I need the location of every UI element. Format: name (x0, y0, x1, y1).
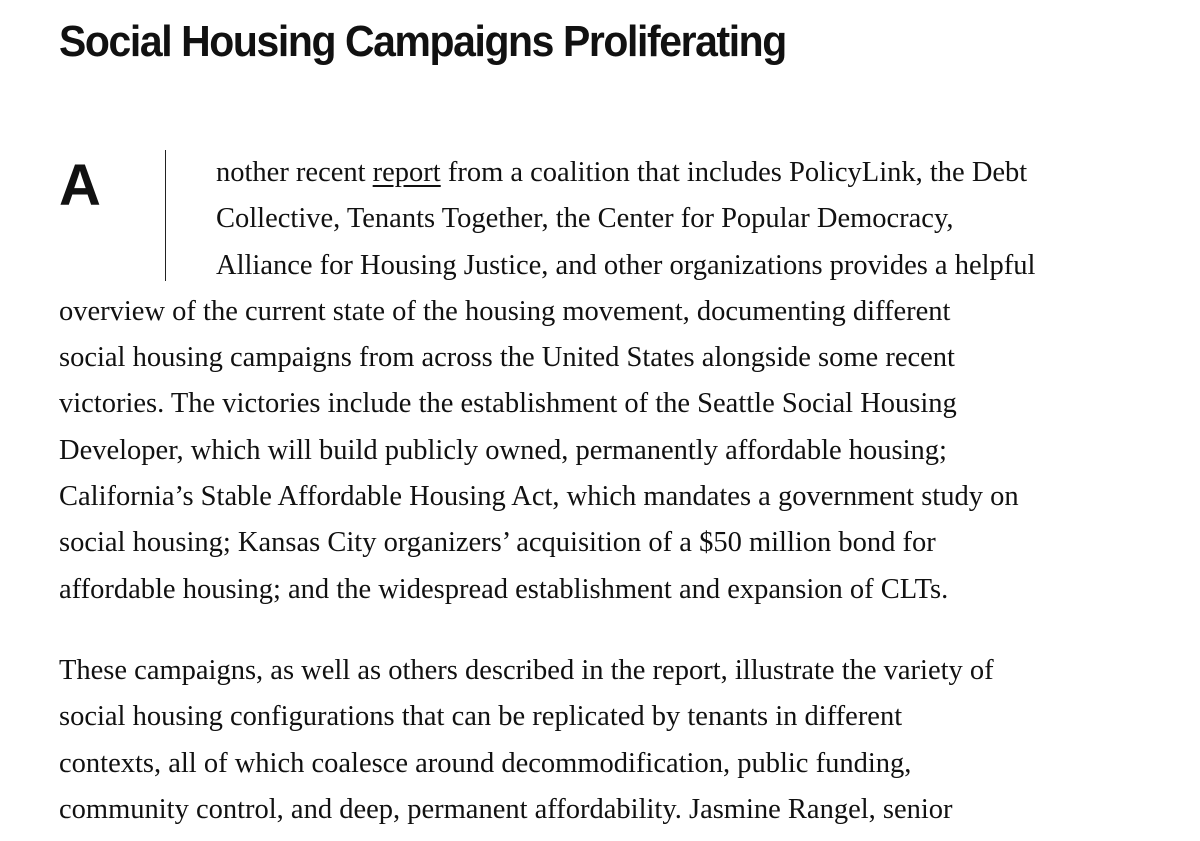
paragraph-line: social housing campaigns from across the United States alongside some recent (59, 342, 955, 374)
paragraph-line: These campaigns, as well as others described in the report, illustrate the variety of (59, 655, 994, 686)
line-text: from a coalition that includes PolicyLink, the Debt (440, 157, 1028, 188)
line-text: nother recent (216, 157, 373, 188)
paragraph-line: community control, and deep, permanent affordability. Jasmine Rangel, senior (59, 793, 953, 825)
drop-cap-block (59, 150, 166, 281)
paragraph-line: contexts, all of which coalesce around decommodification, public funding, (59, 747, 912, 779)
paragraph-line: California’s Stable Affordable Housing Act, which mandates a government study on (59, 481, 1019, 513)
paragraph-line: Collective, Tenants Together, the Center for Popular Democracy, (216, 203, 954, 235)
report-link[interactable]: report (372, 157, 441, 188)
paragraph-line (59, 150, 1174, 196)
paragraph-1 (59, 150, 1174, 613)
drop-cap: A (59, 153, 101, 218)
paragraph-line: affordable housing; and the widespread establishment and expansion of CLTs. (59, 573, 949, 605)
paragraph-line: social housing configurations that can be replicated by tenants in different (59, 701, 903, 733)
paragraph-line: victories. The victories include the establishment of the Seattle Social Housing (59, 388, 957, 420)
paragraph-2 (59, 648, 1174, 833)
paragraph-line: social housing; Kansas City organizers’ acquisition of a $50 million bond for (59, 527, 936, 559)
paragraph-line: Alliance for Housing Justice, and other organizations provides a helpful (216, 249, 1036, 281)
paragraph-line: overview of the current state of the housing movement, documenting different (59, 295, 951, 327)
article-headline: Social Housing Campaigns Proliferating (59, 17, 786, 66)
paragraph-line: Developer, which will build publicly owned, permanently affordable housing; (59, 434, 947, 466)
